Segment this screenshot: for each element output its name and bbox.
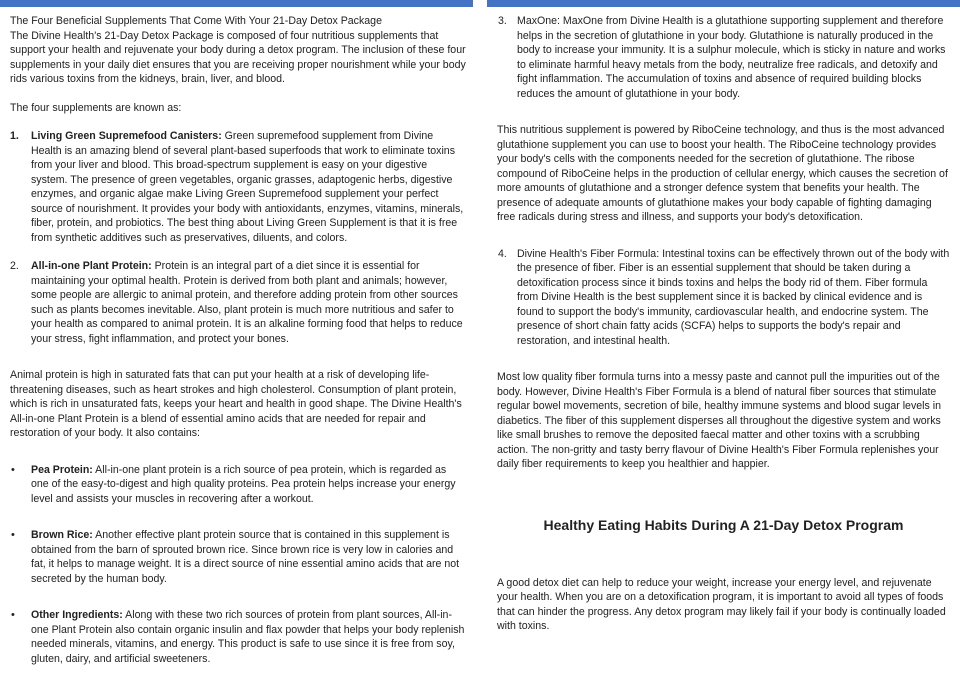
list-number: 2. [10,260,19,272]
list-item-plant-protein [10,259,466,346]
list-number: 4. [498,247,507,260]
supplements-lead: The four supplements are known as: [10,101,182,114]
bullet-title: Brown Rice: [31,529,93,541]
supplements-heading: The Four Beneficial Supplements That Come With Your 21-Day Detox Package [10,15,382,27]
intro-paragraph: The Divine Health's 21-Day Detox Package is composed of four nutritious supplements that support your health and rejuvenate your body during a detox program. The inclusion of these four supplements in your daily diet ensures that you are receiving proper nourishment while your body rids various toxins from the kidneys, brain, liver, and blood. [10,29,466,85]
list-item-maxone [497,14,950,101]
list-item-living-green [10,129,466,245]
bullet-title: Pea Protein: [31,463,93,476]
list-item-fiber-formula [497,247,950,349]
list-item-text: Green supremefood supplement from Divine Health is an amazing blend of several plant-based superfoods that work to eliminate toxins from your liver and blood. This broad-spectrum supplement is easy on your digestive system. The presence of green vegetables, organic grasses, adaptogenic herbs, digestive enzymes, and organic algae make Living Green Supremefood supplement your perfect source of nourishment. It provides your body with antioxidants, enzymes, vitamins, minerals, fiber, protein, and probiotics. The best thing about Living Green Supplement is that it is free from synthetic additives such as preservatives, diluents, and colors. [31,130,464,244]
section-heading: Healthy Eating Habits During A 21-Day Detox Program [543,516,904,533]
right-page-column [497,14,950,634]
list-item-text: Divine Health's Fiber Formula: Intestinal toxins can be effectively thrown out of the body with the presence of fiber. Fiber is an essential supplement that should be taken during a detoxification process since it binds toxins and helps the body rid of them. Fiber formula from Divine Health is the best supplement since it is backed by clinical evidence and is found to support the body's immunity, cardiovascular health, and endocrine system. The presence of short chain fatty acids (SCFA) helps to supports the body's repair and restoration, and intestinal health. [517,247,950,347]
list-item-title: All-in-one Plant Protein: [31,260,152,272]
bullet-item-brown-rice [10,528,466,586]
bullet-icon: • [11,463,15,476]
list-item-title: Living Green Supremefood Canisters: [31,130,222,142]
bullet-icon: • [11,609,15,621]
bullet-icon: • [11,529,15,541]
fiber-paragraph: Most low quality fiber formula turns into a messy paste and cannot pull the impurities out of the body. However, Divine Health's Fiber Formula is a blend of natural fiber sources that stimulate regular bowel movements, secretion of bile, healthy immune systems and blood sugar levels in diabetics. The fiber of this supplement disperses all throughout the digestive system and works like small brushes to remove the deposited faecal matter and other toxins with a scrubbing action. The non-gritty and tasty berry flavour of Divine Health's Fiber Formula replenishes your daily fiber requirements to keep you healthier and happier. [497,371,941,470]
list-number: 3. [498,15,507,27]
riboceine-paragraph: This nutritious supplement is powered by RiboCeine technology, and thus is the most advanced glutathione supplement you can use to boost your health. The RiboCeine technology provides your body's cells with the components needed for the secretion of glutathione. The ribose compound of RiboCeine helps in the production of cellular energy, which causes the secretion of more amounts of glutathione and a stronger defence system that benefits your health. The presence of adequate amounts of glutathione makes your body capable of fighting damaging free radicals during stress and illness, and supports your body's detoxification. [497,124,948,223]
animal-protein-paragraph: Animal protein is high in saturated fats that can put your health at a risk of developing life-threatening diseases, such as heart strokes and high cholesterol. Consumption of plant protein, which is rich in unsaturated fats, keeps your heart and health in good shape. The Divine Health's All-in-one Plant Protein is a blend of essential amino acids that are needed for repair and restoration of your body. It also contains: [10,369,462,439]
eating-habits-paragraph: A good detox diet can help to reduce your weight, increase your energy level, and rejuvenate your health. When you are on a detoxification program, it is important to avoid all types of foods that can hinder the progress. Any detox program may likely fail if your body is continually loaded with toxins. [497,576,946,632]
bullet-text: Along with these two rich sources of protein from plant sources, All-in-one Plant Protein also contain organic insulin and flax powder that helps your body replenish needed minerals, vitamins, and energy. This product is safe to use since it is free from soy, gluten, dairy, and artificial sweeteners. [31,609,465,665]
list-item-text: MaxOne: MaxOne from Divine Health is a glutathione supporting supplement and therefore helps in the secretion of glutathione in your body. Glutathione is naturally produced in the body to increase your immunity. It is a sulphur molecule, which is sticky in nature and works to eliminate harmful heavy metals from the body, neutralize free radicals, and detoxify and fight inflammation. The accumulation of toxins and absence of required building blocks reduces the amount of glutathione in your body. [517,15,946,100]
left-page-column [10,14,466,666]
list-item-text: Protein is an integral part of a diet since it is essential for maintaining your optimal health. Protein is derived from both plant and animals; however, some people are allergic to animal protein, and therefore adding protein from other sources such as plants becomes inevitable. Also, plant protein is much more nutritious and safer to your health as compared to animal protein. It is an alkaline forming food that helps to reduce your stress, fight inflammation, and protect your bones. [31,260,463,345]
right-page-header-bar [487,0,960,7]
bullet-title: Other Ingredients: [31,609,123,621]
bullet-item-other-ingredients [10,608,466,666]
list-number: 1. [10,130,19,142]
left-page-header-bar [0,0,473,7]
bullet-text: All-in-one plant protein is a rich source of pea protein, which is regarded as one of the easy-to-digest and high quality proteins. Pea protein helps increase your energy level and assists your muscles in recovering after a workout. [31,463,456,505]
bullet-item-pea-protein [10,463,466,507]
bullet-text: Another effective plant protein source that is contained in this supplement is obtained from the barn of sprouted brown rice. Since brown rice is very low in calories and fat, it helps to manage weight. It is a direct source of nine essential amino acids that are not secreted by the human body. [31,529,460,585]
